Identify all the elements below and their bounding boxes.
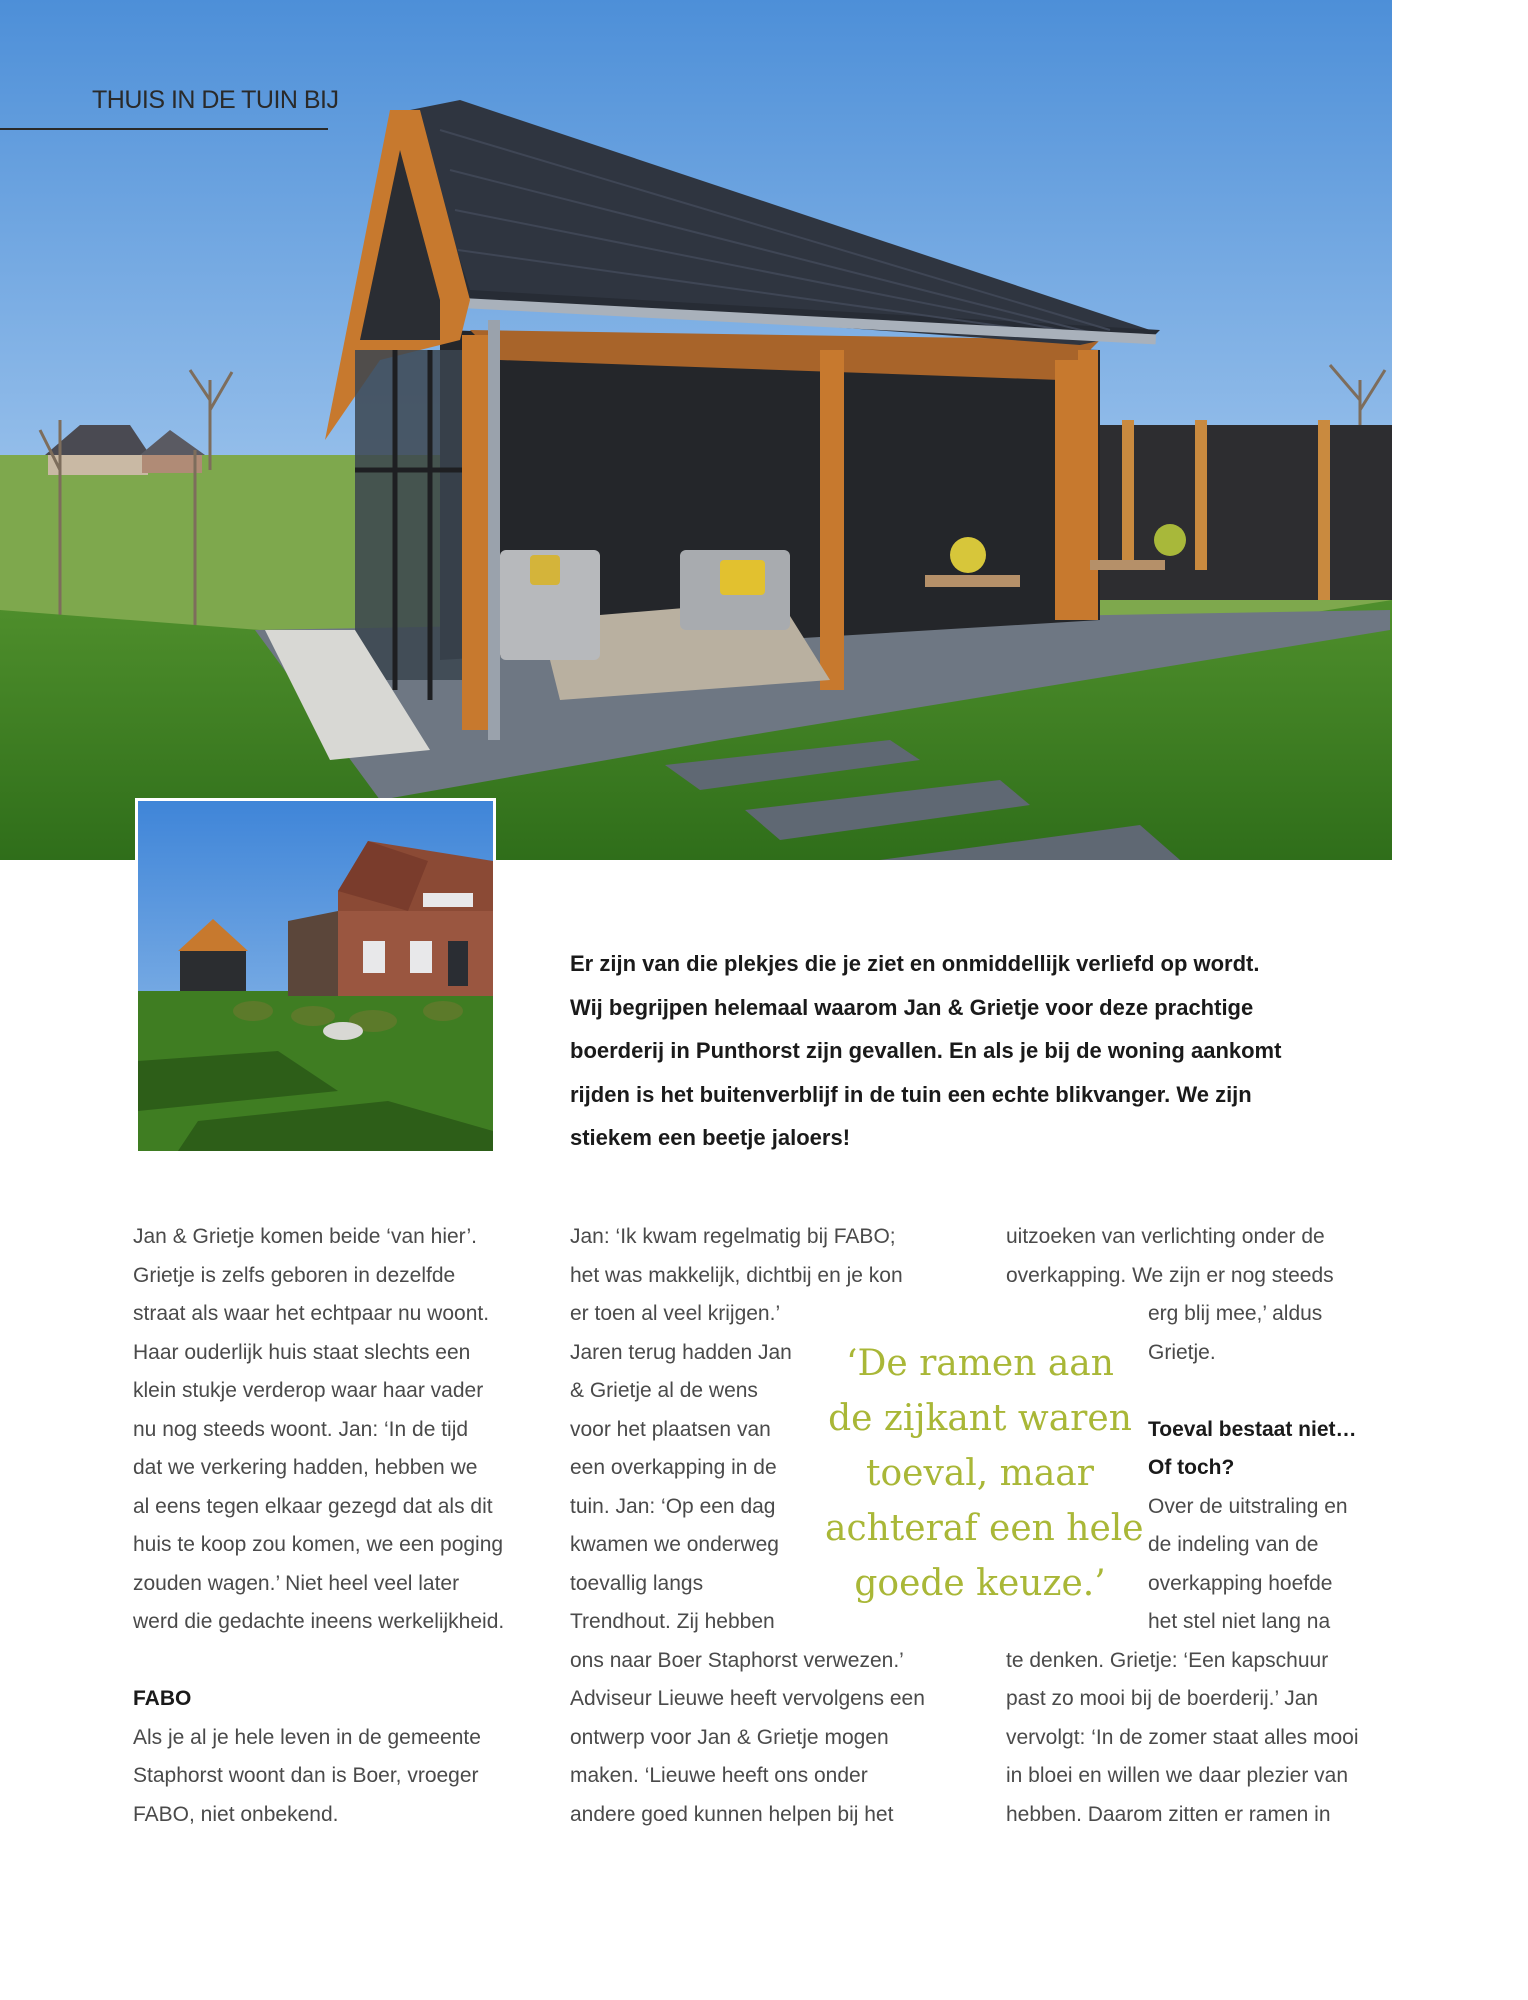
body-line: vervolgt: ‘In de zomer staat alles mooi bbox=[1006, 1725, 1359, 1749]
body-line: Als je al je hele leven in de gemeente bbox=[133, 1725, 481, 1749]
body-line: Staphorst woont dan is Boer, vroeger bbox=[133, 1764, 479, 1787]
subheading-toeval: Toeval bestaat niet… bbox=[1148, 1417, 1357, 1441]
body-line: Jan & Grietje komen beide ‘van hier’. bbox=[133, 1225, 477, 1248]
body-line: & Grietje al de wens bbox=[570, 1379, 758, 1402]
body-line: werd die gedachte ineens werkelijkheid. bbox=[133, 1610, 505, 1633]
section-rule bbox=[0, 128, 328, 130]
body-line: het stel niet lang na bbox=[1148, 1610, 1331, 1633]
farmhouse-photo bbox=[138, 801, 493, 1151]
body-line: te denken. Grietje: ‘Een kapschuur bbox=[1006, 1648, 1329, 1672]
body-column-3 bbox=[1006, 1218, 1406, 1834]
body-line: zouden wagen.’ Niet heel veel later bbox=[133, 1571, 460, 1595]
intro-line: boerderij in Punthorst zijn gevallen. En als je bij de woning aankomt bbox=[570, 1038, 1282, 1063]
subheading-toeval-line2: Of toch? bbox=[1148, 1456, 1235, 1479]
body-line: toevallig langs bbox=[570, 1571, 704, 1595]
intro-paragraph bbox=[570, 942, 1330, 1160]
intro-line: stiekem een beetje jaloers! bbox=[570, 1125, 851, 1150]
intro-line: rijden is het buitenverblijf in de tuin een echte blikvanger. We zijn bbox=[570, 1081, 1252, 1107]
body-line: een overkapping in de bbox=[570, 1456, 777, 1479]
body-line: maken. ‘Lieuwe heeft ons onder bbox=[570, 1764, 868, 1787]
quote-line: ‘De ramen aan bbox=[846, 1343, 1114, 1384]
body-line: voor het plaatsen van bbox=[570, 1417, 771, 1441]
body-line: Haar ouderlijk huis staat slechts een bbox=[133, 1340, 471, 1364]
body-line: Jaren terug hadden Jan bbox=[570, 1340, 792, 1364]
body-line: overkapping. We zijn er nog steeds bbox=[1006, 1263, 1334, 1287]
body-line: nu nog steeds woont. Jan: ‘In de tijd bbox=[133, 1417, 469, 1441]
intro-line: Wij begrijpen helemaal waarom Jan & Grietje voor deze prachtige bbox=[570, 994, 1254, 1020]
inset-photo bbox=[135, 798, 496, 1154]
quote-line: achteraf een hele bbox=[825, 1508, 1144, 1549]
body-line: al eens tegen elkaar gezegd dat als dit bbox=[133, 1494, 493, 1518]
body-line: straat als waar het echtpaar nu woont. bbox=[133, 1302, 490, 1325]
body-line: ons naar Boer Staphorst verwezen.’ bbox=[570, 1648, 904, 1672]
quote-line: toeval, maar bbox=[866, 1453, 1094, 1494]
body-line: Trendhout. Zij hebben bbox=[570, 1610, 775, 1633]
body-line: er toen al veel krijgen.’ bbox=[570, 1302, 781, 1325]
quote-line: de zijkant waren bbox=[828, 1398, 1132, 1439]
body-line: overkapping hoefde bbox=[1148, 1571, 1333, 1595]
body-line: dat we verkering hadden, hebben we bbox=[133, 1456, 478, 1479]
body-line: in bloei en willen we daar plezier van bbox=[1006, 1764, 1349, 1787]
body-line: huis te koop zou komen, we een poging bbox=[133, 1533, 504, 1556]
body-line: Grietje is zelfs geboren in dezelfde bbox=[133, 1263, 456, 1287]
body-line: hebben. Daarom zitten er ramen in bbox=[1006, 1802, 1331, 1826]
body-line: Over de uitstraling en bbox=[1148, 1494, 1348, 1518]
body-line: kwamen we onderweg bbox=[570, 1533, 779, 1556]
body-column-1 bbox=[133, 1218, 533, 1834]
subheading-fabo: FABO bbox=[133, 1687, 192, 1710]
body-line: tuin. Jan: ‘Op een dag bbox=[570, 1494, 776, 1518]
body-line: het was makkelijk, dichtbij en je kon bbox=[570, 1263, 903, 1287]
body-line: ontwerp voor Jan & Grietje mogen bbox=[570, 1725, 889, 1749]
body-line: uitzoeken van verlichting onder de bbox=[1006, 1225, 1325, 1248]
section-label: THUIS IN DE TUIN BIJ bbox=[92, 86, 339, 114]
body-line: andere goed kunnen helpen bij het bbox=[570, 1802, 894, 1826]
body-line: klein stukje verderop waar haar vader bbox=[133, 1379, 484, 1402]
body-line: Jan: ‘Ik kwam regelmatig bij FABO; bbox=[570, 1225, 896, 1248]
quote-line: goede keuze.’ bbox=[854, 1563, 1106, 1604]
body-line: erg blij mee,’ aldus bbox=[1148, 1302, 1323, 1325]
intro-line: Er zijn van die plekjes die je ziet en onmiddellijk verliefd op wordt. bbox=[570, 951, 1260, 976]
body-line: FABO, niet onbekend. bbox=[133, 1802, 339, 1826]
body-line: past zo mooi bij de boerderij.’ Jan bbox=[1006, 1687, 1319, 1710]
body-line: Adviseur Lieuwe heeft vervolgens een bbox=[570, 1687, 925, 1710]
body-line: de indeling van de bbox=[1148, 1533, 1319, 1556]
body-line: Grietje. bbox=[1148, 1340, 1216, 1364]
